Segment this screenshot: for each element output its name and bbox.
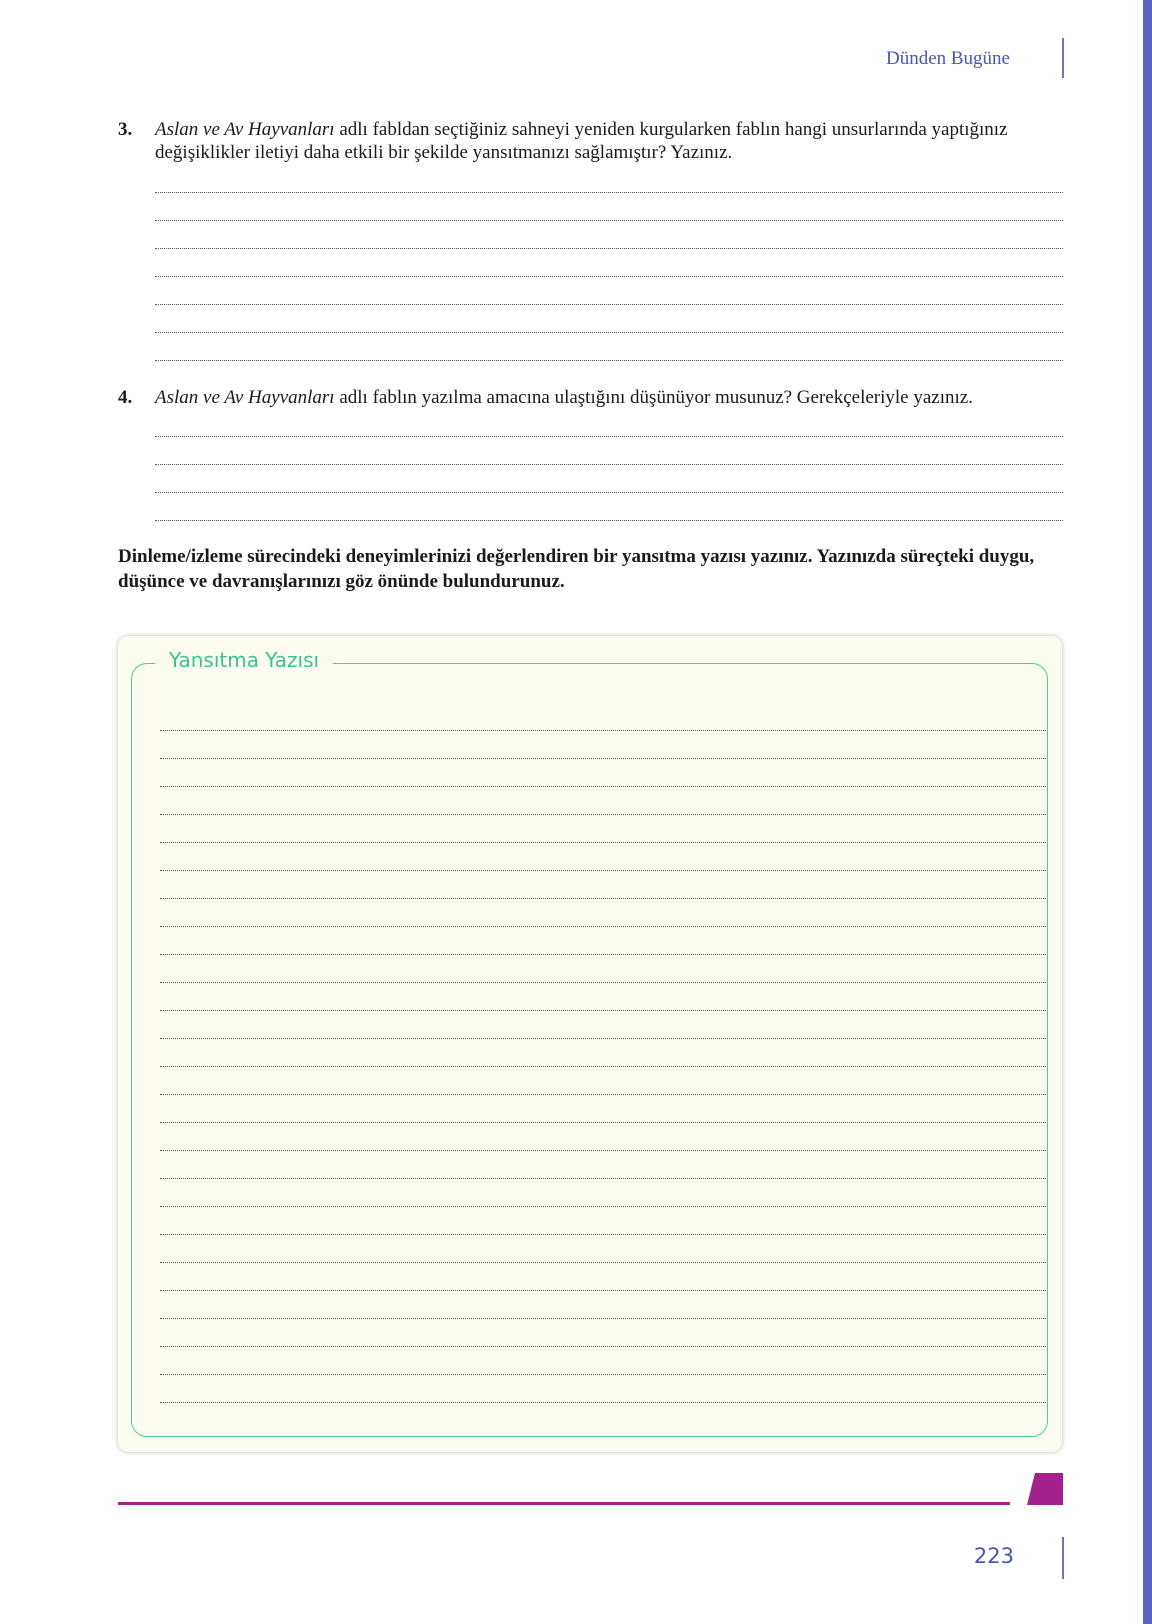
answer-line[interactable]: [160, 1263, 1046, 1291]
footer-rule: [118, 1502, 1010, 1505]
section-title: Dünden Bugüne: [885, 48, 1010, 69]
answer-line[interactable]: [155, 221, 1063, 249]
answer-line[interactable]: [155, 493, 1063, 521]
answer-line[interactable]: [160, 1179, 1046, 1207]
question-4-answer-lines[interactable]: [155, 409, 1063, 521]
answer-line[interactable]: [155, 437, 1063, 465]
answer-line[interactable]: [160, 731, 1046, 759]
answer-line[interactable]: [160, 927, 1046, 955]
answer-line[interactable]: [160, 1347, 1046, 1375]
answer-line[interactable]: [155, 165, 1063, 193]
answer-line[interactable]: [160, 1375, 1046, 1403]
answer-line[interactable]: [160, 1235, 1046, 1263]
question-3: [118, 118, 1062, 164]
question-text: [155, 386, 1062, 409]
answer-line[interactable]: [155, 193, 1063, 221]
answer-line[interactable]: [155, 277, 1063, 305]
answer-line[interactable]: [155, 249, 1063, 277]
fable-title: Aslan ve Av Hayvanları: [155, 387, 335, 408]
answer-line[interactable]: [160, 1095, 1046, 1123]
answer-line[interactable]: [160, 787, 1046, 815]
answer-line[interactable]: [160, 955, 1046, 983]
answer-line[interactable]: [160, 899, 1046, 927]
answer-line[interactable]: [160, 759, 1046, 787]
answer-line[interactable]: [160, 1067, 1046, 1095]
answer-line[interactable]: [155, 409, 1063, 437]
footer-accent-block: [1027, 1473, 1063, 1505]
question-body: adlı fabldan seçtiğiniz sahneyi yeniden kurgularken fablın hangi unsurlarında yaptığınız değişiklikler iletiyi daha etkili bir şekilde yansıtmanızı sağlamıştır? Yazınız.: [155, 119, 1008, 163]
question-4: [118, 386, 1062, 409]
answer-line[interactable]: [160, 1291, 1046, 1319]
writing-instruction: Dinleme/izleme sürecindeki deneyimlerinizi değerlendiren bir yansıtma yazısı yazınız. Yazınızda süreçteki duygu, düşünce ve davranışlarınızı göz önünde bulundurunuz.: [118, 546, 1035, 592]
answer-line[interactable]: [160, 1319, 1046, 1347]
answer-line[interactable]: [160, 1039, 1046, 1067]
question-number: 3.: [118, 119, 133, 140]
answer-line[interactable]: [160, 1151, 1046, 1179]
answer-line[interactable]: [155, 305, 1063, 333]
answer-line[interactable]: [160, 1207, 1046, 1235]
answer-line[interactable]: [160, 703, 1046, 731]
page-side-band: [1143, 0, 1152, 1624]
reflection-answer-lines[interactable]: [160, 703, 1046, 1403]
question-3-answer-lines[interactable]: [155, 165, 1063, 361]
header-divider: [1062, 38, 1064, 78]
reflection-frame: [131, 663, 1048, 1437]
answer-line[interactable]: [160, 815, 1046, 843]
fable-title: Aslan ve Av Hayvanları: [155, 119, 335, 140]
page-number: 223: [973, 1544, 1014, 1568]
reflection-title: Yansıtma Yazısı: [155, 648, 333, 672]
answer-line[interactable]: [160, 983, 1046, 1011]
question-text: [155, 118, 1062, 164]
answer-line[interactable]: [155, 333, 1063, 361]
page-number-divider: [1062, 1537, 1064, 1579]
answer-line[interactable]: [160, 1123, 1046, 1151]
answer-line[interactable]: [155, 465, 1063, 493]
answer-line[interactable]: [160, 843, 1046, 871]
answer-line[interactable]: [160, 871, 1046, 899]
reflection-box: [118, 636, 1062, 1452]
question-number: 4.: [118, 387, 133, 408]
answer-line[interactable]: [160, 1011, 1046, 1039]
question-body: adlı fablın yazılma amacına ulaştığını düşünüyor musunuz? Gerekçeleriyle yazınız.: [334, 387, 973, 408]
